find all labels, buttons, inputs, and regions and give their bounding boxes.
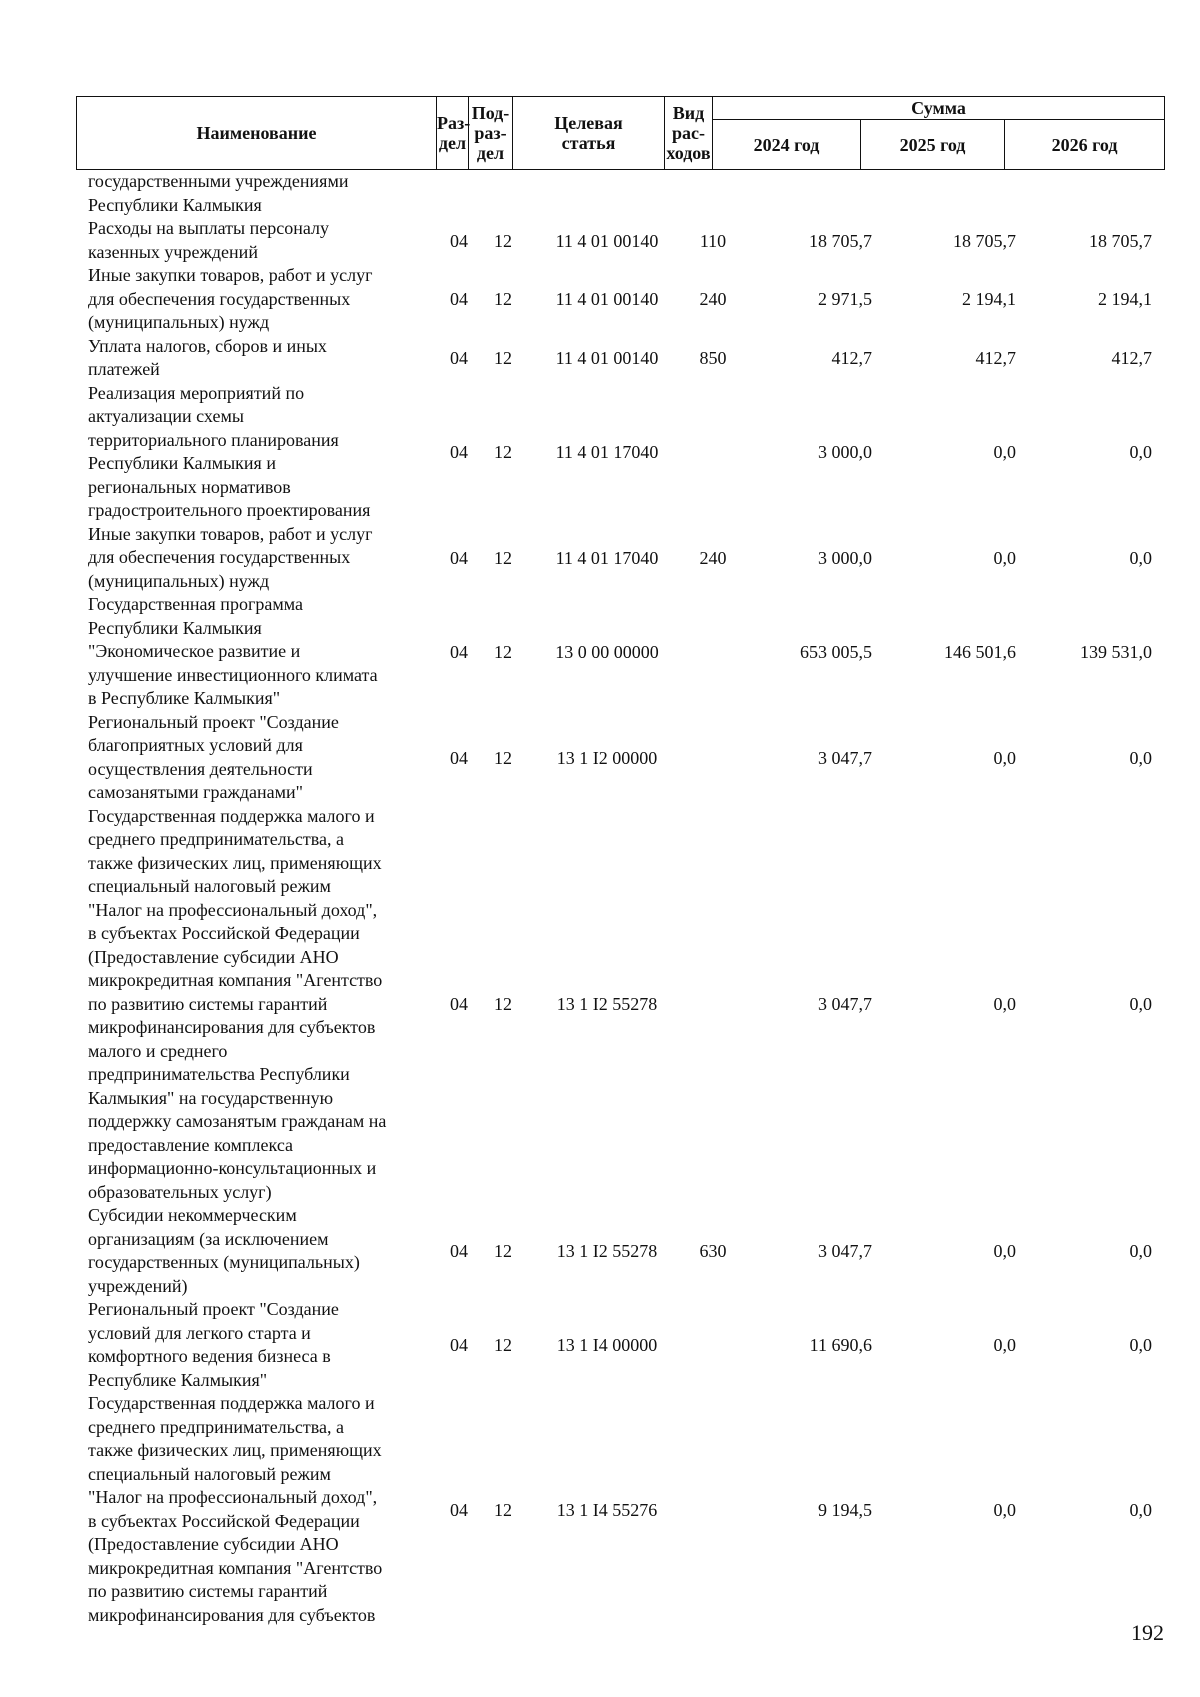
row-name-line: (Предоставление субсидии АНО xyxy=(88,946,339,967)
table-row xyxy=(76,523,1164,594)
cell-y2024: 18 705,7 xyxy=(809,230,872,251)
row-name-line: малого и среднего xyxy=(88,1040,228,1061)
row-name-line: (муниципальных) нужд xyxy=(88,570,270,591)
cell-article: 13 1 I4 55276 xyxy=(556,1499,658,1520)
row-name-line: "Экономическое развитие и xyxy=(88,641,301,661)
cell-y2025: 412,7 xyxy=(975,348,1016,368)
cell-razdel: 04 xyxy=(450,1241,468,1261)
cell-y2026: 0,0 xyxy=(1129,747,1152,768)
cell-vid: 110 xyxy=(699,230,727,251)
cell-razdel: 04 xyxy=(450,289,468,310)
header-year-2025: 2025 год xyxy=(861,120,1005,170)
row-name-line: микрофинансирования для субъектов xyxy=(88,1604,376,1625)
row-name-line: Региональный проект "Создание xyxy=(88,711,339,732)
cell-y2026: 412,7 xyxy=(1111,348,1152,368)
row-name-line: образовательных услуг) xyxy=(88,1181,272,1202)
row-name-line: микрокредитная компания "Агентство xyxy=(88,970,383,990)
table-row xyxy=(76,711,1164,805)
cell-razdel: 04 xyxy=(450,547,468,568)
cell-y2026: 0,0 xyxy=(1129,1335,1152,1355)
cell-podrazdel: 12 xyxy=(494,442,512,462)
cell-y2025: 18 705,7 xyxy=(953,230,1016,251)
row-name-line: поддержку самозанятым гражданам на xyxy=(88,1111,387,1131)
row-name-line: актуализации схемы xyxy=(88,406,244,426)
row-name xyxy=(88,1298,428,1392)
cell-razdel: 04 xyxy=(450,230,468,251)
cell-article: 13 1 I2 00000 xyxy=(556,747,658,768)
cell-y2024: 3 000,0 xyxy=(818,547,872,568)
table-row xyxy=(76,805,1164,1205)
row-name-line: Иные закупки товаров, работ и услуг xyxy=(88,265,373,285)
header-article: Целевая статья xyxy=(513,97,665,170)
cell-article: 13 1 I4 00000 xyxy=(556,1335,658,1355)
cell-y2026: 0,0 xyxy=(1129,1241,1152,1261)
row-name-line: в Республике Калмыкия" xyxy=(88,688,281,708)
cell-podrazdel: 12 xyxy=(494,547,512,568)
row-name-line: в субъектах Российской Федерации xyxy=(88,1510,360,1531)
row-name xyxy=(88,523,428,594)
row-name-line: организациям (за исключением xyxy=(88,1228,329,1249)
row-name-line: Республики Калмыкия и xyxy=(88,453,276,473)
row-name xyxy=(88,1204,428,1298)
row-name xyxy=(88,711,428,805)
table-row xyxy=(76,382,1164,523)
row-name xyxy=(88,170,428,217)
table-row xyxy=(76,217,1164,264)
row-name-line: специальный налоговый режим xyxy=(88,1463,331,1484)
cell-y2026: 139 531,0 xyxy=(1080,641,1152,662)
cell-y2024: 9 194,5 xyxy=(818,1499,872,1520)
row-name-line: государственных (муниципальных) xyxy=(88,1252,360,1272)
cell-vid: 240 xyxy=(699,289,727,310)
table-row xyxy=(76,593,1164,711)
cell-y2024: 11 690,6 xyxy=(809,1335,872,1355)
row-name-line: казенных учреждений xyxy=(88,241,258,262)
row-name-line: самозанятыми гражданами" xyxy=(88,782,304,802)
row-name xyxy=(88,593,428,711)
row-name-line: условий для легкого старта и xyxy=(88,1322,311,1343)
row-name-line: микрофинансирования для субъектов xyxy=(88,1017,376,1037)
cell-podrazdel: 12 xyxy=(494,289,512,310)
cell-y2024: 653 005,5 xyxy=(800,641,872,662)
cell-podrazdel: 12 xyxy=(494,1241,512,1261)
row-name-line: Калмыкия" на государственную xyxy=(88,1087,334,1108)
row-name-line: (Предоставление субсидии АНО xyxy=(88,1534,339,1554)
table-header xyxy=(76,96,1165,170)
row-name-line: Государственная поддержка малого и xyxy=(88,805,375,826)
cell-y2025: 0,0 xyxy=(993,747,1016,768)
row-name-line: региональных нормативов xyxy=(88,476,291,497)
row-name-line: осуществления деятельности xyxy=(88,758,313,779)
cell-y2026: 2 194,1 xyxy=(1098,289,1152,310)
cell-razdel: 04 xyxy=(450,1499,468,1520)
row-name-line: Республики Калмыкия xyxy=(88,617,262,638)
cell-y2024: 3 047,7 xyxy=(818,747,872,768)
row-name-line: микрокредитная компания "Агентство xyxy=(88,1557,383,1578)
cell-y2024: 3 047,7 xyxy=(818,994,872,1015)
row-name-line: (муниципальных) нужд xyxy=(88,312,270,332)
table-row xyxy=(76,1204,1164,1298)
cell-podrazdel: 12 xyxy=(494,641,512,662)
row-name-line: комфортного ведения бизнеса в xyxy=(88,1346,331,1366)
header-sum: Сумма xyxy=(713,97,1165,120)
row-name-line: учреждений) xyxy=(88,1275,188,1296)
cell-article: 11 4 01 00140 xyxy=(555,289,659,310)
cell-y2026: 0,0 xyxy=(1129,547,1152,568)
row-name-line: Реализация мероприятий по xyxy=(88,382,305,403)
cell-y2025: 0,0 xyxy=(993,547,1016,568)
row-name-line: предпринимательства Республики xyxy=(88,1064,350,1084)
row-name-line: территориального планирования xyxy=(88,429,339,450)
row-name-line: информационно-консультационных и xyxy=(88,1158,377,1178)
cell-podrazdel: 12 xyxy=(494,1335,512,1355)
row-name-line: градостроительного проектирования xyxy=(88,500,371,520)
cell-y2024: 3 047,7 xyxy=(818,1241,872,1261)
page-number: 192 xyxy=(1131,1620,1164,1645)
cell-y2026: 0,0 xyxy=(1129,994,1152,1015)
cell-vid: 240 xyxy=(699,547,727,568)
row-name xyxy=(88,382,428,523)
header-year-2024: 2024 год xyxy=(713,120,861,170)
cell-podrazdel: 12 xyxy=(494,747,512,768)
cell-razdel: 04 xyxy=(450,994,468,1015)
row-name-line: Уплата налогов, сборов и иных xyxy=(88,335,327,356)
header-razdel: Раз- дел xyxy=(437,97,469,170)
cell-podrazdel: 12 xyxy=(494,1499,512,1520)
cell-razdel: 04 xyxy=(450,442,468,462)
cell-razdel: 04 xyxy=(450,348,468,368)
cell-podrazdel: 12 xyxy=(494,348,512,368)
row-name-line: предоставление комплекса xyxy=(88,1134,294,1155)
row-name-line: государственными учреждениями xyxy=(88,171,349,191)
row-name xyxy=(88,1392,428,1627)
row-name-line: по развитию системы гарантий xyxy=(88,1581,328,1601)
cell-podrazdel: 12 xyxy=(494,230,512,251)
cell-razdel: 04 xyxy=(450,1335,468,1355)
row-name-line: улучшение инвестиционного климата xyxy=(88,664,378,685)
row-name-line: Региональный проект "Создание xyxy=(88,1299,339,1319)
cell-y2025: 2 194,1 xyxy=(962,289,1016,310)
cell-article: 11 4 01 17040 xyxy=(555,547,659,568)
cell-y2025: 0,0 xyxy=(993,1335,1016,1355)
cell-y2025: 0,0 xyxy=(993,1499,1016,1520)
row-name-line: Государственная программа xyxy=(88,594,303,614)
row-name-line: также физических лиц, применяющих xyxy=(88,852,382,873)
cell-y2026: 18 705,7 xyxy=(1089,230,1152,251)
row-name-line: благоприятных условий для xyxy=(88,735,303,755)
cell-y2025: 146 501,6 xyxy=(944,641,1016,662)
row-name-line: для обеспечения государственных xyxy=(88,547,351,567)
row-name xyxy=(88,217,428,264)
cell-y2025: 0,0 xyxy=(993,994,1016,1015)
row-name xyxy=(88,805,428,1205)
row-name-line: Республики Калмыкия xyxy=(88,194,262,215)
row-name-line: "Налог на профессиональный доход", xyxy=(88,899,378,920)
cell-article: 11 4 01 00140 xyxy=(555,230,659,251)
cell-y2024: 412,7 xyxy=(831,348,872,368)
cell-vid: 630 xyxy=(699,1241,727,1261)
row-name-line: Иные закупки товаров, работ и услуг xyxy=(88,523,373,544)
row-name-line: по развитию системы гарантий xyxy=(88,993,328,1014)
header-name: Наименование xyxy=(77,97,437,170)
cell-y2024: 2 971,5 xyxy=(818,289,872,310)
cell-article: 11 4 01 17040 xyxy=(555,442,659,462)
table-row xyxy=(76,335,1164,382)
row-name-line: для обеспечения государственных xyxy=(88,288,351,309)
cell-y2024: 3 000,0 xyxy=(818,442,872,462)
table-row xyxy=(76,170,1164,217)
row-name-line: Расходы на выплаты персоналу xyxy=(88,218,329,238)
header-podrazdel: Под- раз- дел xyxy=(469,97,513,170)
cell-razdel: 04 xyxy=(450,641,468,662)
cell-razdel: 04 xyxy=(450,747,468,768)
row-name-line: платежей xyxy=(88,359,160,379)
row-name-line: также физических лиц, применяющих xyxy=(88,1440,382,1460)
cell-article: 11 4 01 00140 xyxy=(555,348,659,368)
cell-article: 13 1 I2 55278 xyxy=(556,994,658,1015)
row-name-line: среднего предпринимательства, а xyxy=(88,1416,344,1437)
cell-y2025: 0,0 xyxy=(993,1241,1016,1261)
cell-podrazdel: 12 xyxy=(494,994,512,1015)
header-vid: Вид рас- ходов xyxy=(665,97,713,170)
row-name-line: Государственная поддержка малого и xyxy=(88,1393,375,1413)
row-name-line: в субъектах Российской Федерации xyxy=(88,923,360,943)
row-name xyxy=(88,335,428,382)
row-name-line: специальный налоговый режим xyxy=(88,876,331,896)
table-row xyxy=(76,264,1164,335)
table-row xyxy=(76,1298,1164,1392)
cell-article: 13 0 00 00000 xyxy=(555,641,659,662)
row-name-line: "Налог на профессиональный доход", xyxy=(88,1487,378,1507)
cell-y2026: 0,0 xyxy=(1129,442,1152,462)
row-name-line: среднего предпринимательства, а xyxy=(88,829,344,849)
header-year-2026: 2026 год xyxy=(1005,120,1165,170)
cell-y2025: 0,0 xyxy=(993,442,1016,462)
row-name xyxy=(88,264,428,335)
cell-article: 13 1 I2 55278 xyxy=(556,1241,658,1261)
table-row xyxy=(76,1392,1164,1627)
row-name-line: Республике Калмыкия" xyxy=(88,1369,268,1390)
cell-vid: 850 xyxy=(699,348,727,368)
row-name-line: Субсидии некоммерческим xyxy=(88,1205,297,1225)
cell-y2026: 0,0 xyxy=(1129,1499,1152,1520)
